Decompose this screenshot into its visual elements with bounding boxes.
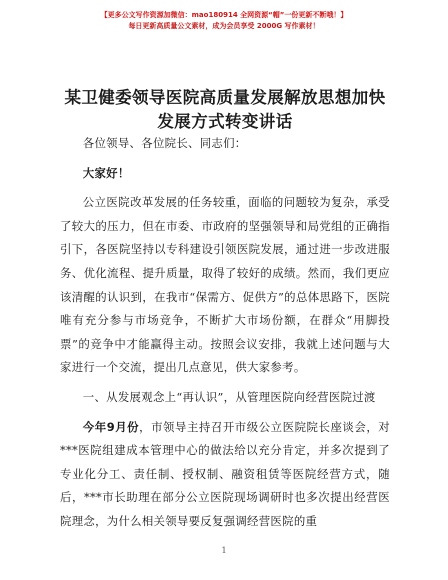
banner-line-1: 【更多公文写作资源加微信：mao180914 全网资源“帽”一份更新不断哦！】 xyxy=(100,11,348,19)
paragraph-1: 公立医院改革发展的任务较重，面临的问题较为复杂，承受了较大的压力，但在市委、市政府的坚强领导和局党组的正确指引下，各医院坚持以专科建设引领医院发展，通过进一步改进服务、优化流程、提升质量，取得了较好的成绩。然而，我们更应该清醒的认识到，在我市“保需方、促供方”的总体思路下，医院唯有充分参与市场竞争，不断扩大市场份额，在群众“用脚投票”的竞争中才能赢得主动。按照会议安排，我就上述问题与大家进行一个交流，提出几点意见，供大家参考。 xyxy=(60,195,390,375)
paragraph-2-lead: 今年9月份 xyxy=(82,419,140,434)
greeting: 大家好！ xyxy=(82,165,130,180)
salutation: 各位领导、各位院长、同志们： xyxy=(82,136,247,150)
page-number: 1 xyxy=(221,546,227,555)
paragraph-2 xyxy=(60,416,390,534)
document-body xyxy=(60,132,390,534)
banner-line-2: 每日更新高质量公文素材，成为会员享受 2000G 写作素材！ xyxy=(128,22,320,30)
promo-banner xyxy=(0,10,448,32)
section-heading-1: 一、从发展观念上“再认识”，从管理医院向经营医院过渡 xyxy=(82,389,376,404)
document-title: 某卫健委领导医院高质量发展解放思想加快发展方式转变讲话 xyxy=(64,88,386,131)
paragraph-2-text: ，市领导主持召开市级公立医院院长座谈会，对***医院组建成本管理中心的做法给以充分肯定，并多次提到了专业化分工、责任制、授权制、融资租赁等医院经营方式，随后，***市长助理在部分公立医院现场调研时也多次提出经营医院理念，为什么相关领导要反复强调经营医院的重 xyxy=(60,419,390,528)
